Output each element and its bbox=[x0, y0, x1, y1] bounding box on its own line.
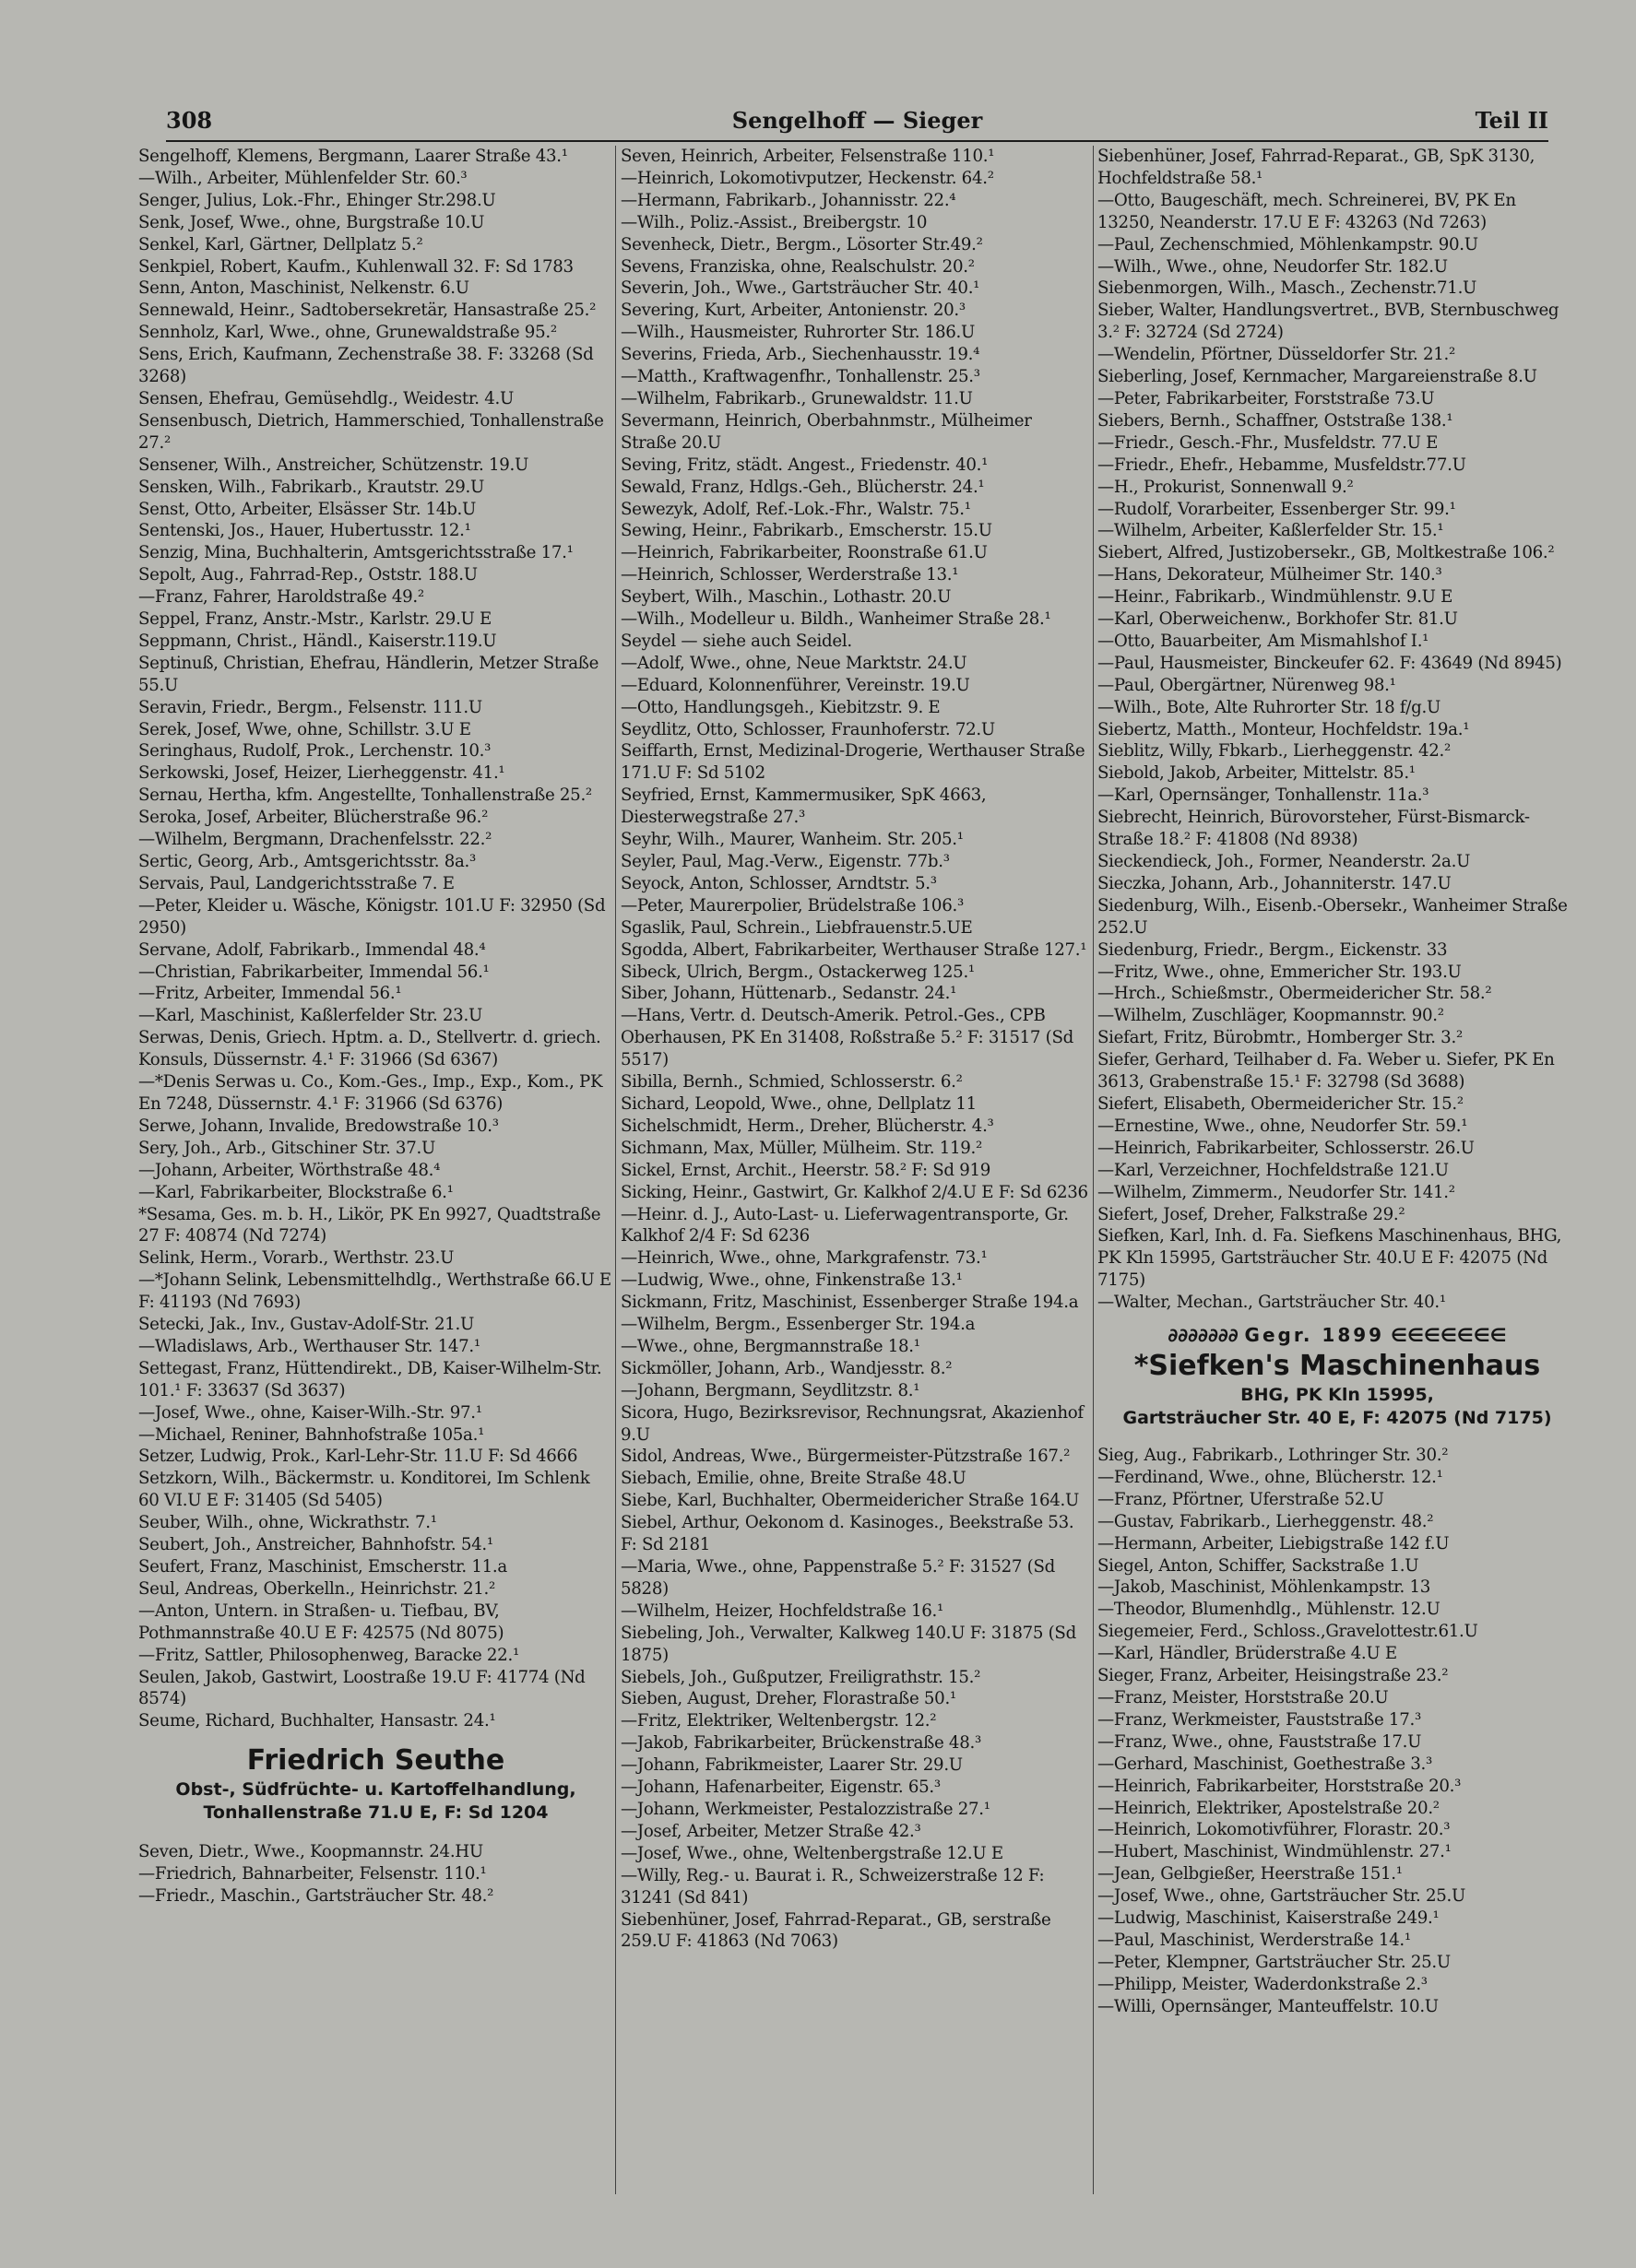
directory-entry: Severmann, Heinrich, Oberbahnmstr., Mülheimer Straße 20.U bbox=[621, 410, 1032, 453]
directory-entry: —Heinrich, Wwe., ohne, Markgrafenstr. 73.¹ bbox=[621, 1248, 988, 1269]
directory-entry: —Wilhelm, Zuschläger, Koopmannstr. 90.² bbox=[1097, 1006, 1444, 1026]
ad-company-name: *Siefken's Maschinenhaus bbox=[1133, 1350, 1541, 1383]
directory-entry: Sensen, Ehefrau, Gemüsehdlg., Weidestr. 4.U bbox=[138, 388, 514, 408]
advertisement bbox=[1097, 1321, 1577, 1430]
directory-entry: Siedenburg, Wilh., Eisenb.-Obersekr., Wanheimer Straße 252.U bbox=[1097, 895, 1568, 938]
directory-entry: Senzig, Mina, Buchhalterin, Amtsgerichtsstraße 17.¹ bbox=[138, 543, 574, 563]
directory-entry: Sennholz, Karl, Wwe., ohne, Grunewaldstraße 95.² bbox=[138, 323, 557, 343]
directory-entry: Severins, Frieda, Arb., Siechenhausstr. 19.⁴ bbox=[621, 345, 980, 365]
directory-entry: Sickmann, Fritz, Maschinist, Essenberger Straße 194.a bbox=[621, 1293, 1079, 1313]
directory-entry: —*Johann Selink, Lebensmittelhdlg., Werthstraße 66.U E F: 41193 (Nd 7693) bbox=[138, 1270, 611, 1313]
directory-entry: —Jean, Gelbgießer, Heerstraße 151.¹ bbox=[1097, 1864, 1403, 1884]
directory-entry: —Hubert, Maschinist, Windmühlenstr. 27.¹ bbox=[1097, 1842, 1452, 1862]
ad-line: Obst-, Südfrüchte- u. Kartoffelhandlung, bbox=[175, 1779, 576, 1801]
advertisement bbox=[138, 1743, 613, 1825]
directory-entry: —Jakob, Maschinist, Möhlenkampstr. 13 bbox=[1097, 1577, 1431, 1598]
directory-entry: —Wwe., ohne, Bergmannstraße 18.¹ bbox=[621, 1336, 920, 1356]
directory-entry: Sernau, Hertha, kfm. Angestellte, Tonhallenstraße 25.² bbox=[138, 786, 592, 806]
directory-entry: —Josef, Wwe., ohne, Gartsträucher Str. 25.U bbox=[1097, 1886, 1466, 1907]
directory-entry: Sieben, August, Dreher, Florastraße 50.¹ bbox=[621, 1689, 956, 1709]
directory-entry: —Adolf, Wwe., ohne, Neue Marktstr. 24.U bbox=[621, 653, 967, 673]
directory-entry: Sieg, Aug., Fabrikarb., Lothringer Str. 30.² bbox=[1097, 1446, 1449, 1466]
directory-entry: —Anton, Untern. in Straßen- u. Tiefbau, BV, Pothmannstraße 40.U E F: 42575 (Nd 8075) bbox=[138, 1601, 504, 1643]
ad-line: Tonhallenstraße 71.U E, F: Sd 1204 bbox=[203, 1802, 549, 1824]
directory-entry: —Wilhelm, Bergmann, Drachenfelsstr. 22.² bbox=[138, 830, 492, 850]
directory-entry: Seringhaus, Rudolf, Prok., Lerchenstr. 10.³ bbox=[138, 741, 492, 762]
directory-entry: —Gustav, Fabrikarb., Lierheggenstr. 48.² bbox=[1097, 1511, 1434, 1531]
directory-entry: Seydel — siehe auch Seidel. bbox=[621, 631, 852, 651]
directory-entry: —Heinrich, Fabrikarbeiter, Roonstraße 61.U bbox=[621, 543, 988, 563]
directory-entry: —Heinrich, Lokomotivputzer, Heckenstr. 64.² bbox=[621, 168, 994, 188]
directory-entry: —Johann, Hafenarbeiter, Eigenstr. 65.³ bbox=[621, 1778, 941, 1798]
entry-list bbox=[621, 146, 1091, 1953]
directory-entry: —Johann, Werkmeister, Pestalozzistraße 27.¹ bbox=[621, 1799, 990, 1819]
directory-entry: —Fritz, Sattler, Philosophenweg, Baracke 22.¹ bbox=[138, 1645, 519, 1665]
directory-entry: Sentenski, Jos., Hauer, Hubertusstr. 12.¹ bbox=[138, 521, 471, 541]
directory-entry: Sens, Erich, Kaufmann, Zechenstraße 38. F: 33268 (Sd 3268) bbox=[138, 345, 594, 387]
directory-entry: Sieberling, Josef, Kernmacher, Margareienstraße 8.U bbox=[1097, 367, 1537, 387]
directory-entry: Servane, Adolf, Fabrikarb., Immendal 48.⁴ bbox=[138, 939, 486, 960]
directory-entry: *Sesama, Ges. m. b. H., Likör, PK En 9927, Quadtstraße 27 F: 40874 (Nd 7274) bbox=[138, 1204, 601, 1246]
directory-entry: —Eduard, Kolonnenführer, Vereinstr. 19.U bbox=[621, 675, 970, 695]
directory-entry: —Ludwig, Maschinist, Kaiserstraße 249.¹ bbox=[1097, 1908, 1440, 1929]
ad-company-name: Friedrich Seuthe bbox=[246, 1744, 505, 1778]
directory-entry: Sewezyk, Adolf, Ref.-Lok.-Fhr., Walstr. 75.¹ bbox=[621, 499, 971, 519]
directory-entry: —Wendelin, Pförtner, Düsseldorfer Str. 21.² bbox=[1097, 345, 1455, 365]
directory-entry: Sichard, Leopold, Wwe., ohne, Dellplatz 11 bbox=[621, 1093, 977, 1114]
entry-list bbox=[138, 1841, 613, 1908]
directory-entry: Sensener, Wilh., Anstreicher, Schützenstr. 19.U bbox=[138, 455, 529, 475]
directory-entry: Sensken, Wilh., Fabrikarb., Krautstr. 29.U bbox=[138, 477, 485, 497]
entry-list bbox=[1097, 146, 1577, 1314]
directory-entry: Siedenburg, Friedr., Bergm., Eickenstr. 33 bbox=[1097, 939, 1448, 960]
directory-entry: —Ernestine, Wwe., ohne, Neudorfer Str. 59.¹ bbox=[1097, 1116, 1468, 1136]
directory-entry: —Otto, Bauarbeiter, Am Mismahlshof I.¹ bbox=[1097, 631, 1429, 651]
directory-entry: Seyler, Paul, Mag.-Verw., Eigenstr. 77b.³ bbox=[621, 852, 950, 871]
directory-entry: —Friedrich, Bahnarbeiter, Felsenstr. 110.¹ bbox=[138, 1864, 487, 1884]
directory-entry: Sengelhoff, Klemens, Bergmann, Laarer Straße 43.¹ bbox=[138, 147, 568, 166]
directory-entry: —Willi, Opernsänger, Manteuffelstr. 10.U bbox=[1097, 1996, 1439, 2016]
directory-entry: —Hermann, Arbeiter, Liebigstraße 142 f.U bbox=[1097, 1533, 1450, 1553]
directory-entry: —Paul, Maschinist, Werderstraße 14.¹ bbox=[1097, 1930, 1411, 1950]
directory-entry: —Walter, Mechan., Gartsträucher Str. 40.¹ bbox=[1097, 1293, 1446, 1313]
directory-entry: —Matth., Kraftwagenfhr., Tonhallenstr. 25.³ bbox=[621, 367, 980, 387]
ornament-icon: ∈∈∈∈∈∈∈ bbox=[1384, 1324, 1507, 1347]
directory-entry: Setzkorn, Wilh., Bäckermstr. u. Konditorei, Im Schlenk 60 VI.U E F: 31405 (Sd 5405) bbox=[138, 1469, 590, 1511]
directory-entry: Siebenmorgen, Wilh., Masch., Zechenstr.71.U bbox=[1097, 278, 1477, 299]
ad-line: Gartsträucher Str. 40 E, F: 42075 (Nd 7175) bbox=[1122, 1408, 1552, 1429]
directory-entry: Siefer, Gerhard, Teilhaber d. Fa. Weber u. Siefer, PK En 3613, Grabenstraße 15.¹ F: 32798 (Sd 3688) bbox=[1097, 1050, 1555, 1093]
directory-entry: Sepolt, Aug., Fahrrad-Rep., Oststr. 188.U bbox=[138, 565, 478, 585]
directory-entry: Severin, Joh., Wwe., Gartsträucher Str. 40.¹ bbox=[621, 278, 980, 299]
directory-entry: Setecki, Jak., Inv., Gustav-Adolf-Str. 21.U bbox=[138, 1315, 475, 1335]
directory-entry: —Johann, Fabrikmeister, Laarer Str. 29.U bbox=[621, 1755, 963, 1776]
directory-entry: —Paul, Obergärtner, Nürenweg 98.¹ bbox=[1097, 675, 1396, 695]
directory-entry: Seven, Heinrich, Arbeiter, Felsenstraße 110.¹ bbox=[621, 147, 995, 166]
directory-entry: —Karl, Verzeichner, Hochfeldstraße 121.U bbox=[1097, 1160, 1449, 1180]
directory-entry: —Michael, Reniner, Bahnhofstraße 105a.¹ bbox=[138, 1424, 485, 1445]
directory-entry: —Karl, Oberweichenw., Borkhofer Str. 81.U bbox=[1097, 609, 1458, 630]
directory-entry: —Josef, Arbeiter, Metzer Straße 42.³ bbox=[621, 1821, 921, 1841]
directory-entry: Seyock, Anton, Schlosser, Arndtstr. 5.³ bbox=[621, 873, 937, 893]
ad-line: BHG, PK Kln 15995, bbox=[1240, 1385, 1434, 1406]
directory-entry: Seybert, Wilh., Maschin., Lothastr. 20.U bbox=[621, 587, 952, 608]
directory-entry: —Karl, Händler, Brüderstraße 4.U E bbox=[1097, 1644, 1397, 1664]
directory-entry: Sevenheck, Dietr., Bergm., Lösorter Str.49.² bbox=[621, 234, 983, 254]
directory-entry: —Theodor, Blumenhdlg., Mühlenstr. 12.U bbox=[1097, 1600, 1440, 1620]
directory-entry: —Ludwig, Wwe., ohne, Finkenstraße 13.¹ bbox=[621, 1270, 963, 1291]
page-number: 308 bbox=[166, 107, 213, 134]
directory-entry: —Heinrich, Elektriker, Apostelstraße 20.² bbox=[1097, 1798, 1440, 1818]
directory-entry: Sennewald, Heinr., Sadtobersekretär, Hansastraße 25.² bbox=[138, 301, 597, 321]
directory-entry: —H., Prokurist, Sonnenwall 9.² bbox=[1097, 477, 1354, 497]
directory-entry: —Heinrich, Fabrikarbeiter, Schlosserstr. 26.U bbox=[1097, 1138, 1475, 1158]
directory-entry: —Wilhelm, Bergm., Essenberger Str. 194.a bbox=[621, 1315, 976, 1335]
directory-entry: Siebers, Bernh., Schaffner, Oststraße 138.¹ bbox=[1097, 410, 1453, 431]
directory-entry: Sichelschmidt, Herm., Dreher, Blücherstr. 4.³ bbox=[621, 1116, 994, 1136]
directory-entry: Sewald, Franz, Hdlgs.-Geh., Blücherstr. 24.¹ bbox=[621, 477, 985, 497]
directory-entry: Sickmöller, Johann, Arb., Wandjesstr. 8.² bbox=[621, 1358, 953, 1378]
directory-entry: Siebrecht, Heinrich, Bürovorsteher, Fürst-Bismarck-Straße 18.² F: 41808 (Nd 8938) bbox=[1097, 808, 1530, 850]
directory-entry: Sieblitz, Willy, Fbkarb., Lierheggenstr. 42.² bbox=[1097, 741, 1452, 762]
directory-entry: Seroka, Josef, Arbeiter, Blücherstraße 96.² bbox=[138, 808, 489, 828]
directory-entry: —Wilh., Bote, Alte Ruhrorter Str. 18 f/g.U bbox=[1097, 697, 1440, 717]
directory-entry: —Karl, Fabrikarbeiter, Blockstraße 6.¹ bbox=[138, 1182, 454, 1202]
directory-entry: Siefert, Josef, Dreher, Falkstraße 29.² bbox=[1097, 1204, 1405, 1224]
directory-entry: Sieger, Franz, Arbeiter, Heisingstraße 23.² bbox=[1097, 1666, 1449, 1686]
directory-entry: —Franz, Pförtner, Uferstraße 52.U bbox=[1097, 1489, 1384, 1509]
directory-entry: —Peter, Klempner, Gartsträucher Str. 25.U bbox=[1097, 1952, 1451, 1972]
directory-entry: Seufert, Franz, Maschinist, Emscherstr. 11.a bbox=[138, 1557, 507, 1577]
directory-entry: Servais, Paul, Landgerichtsstraße 7. E bbox=[138, 873, 455, 893]
directory-entry: —Paul, Hausmeister, Binckeufer 62. F: 43649 (Nd 8945) bbox=[1097, 653, 1562, 673]
directory-entry: —Wilh., Arbeiter, Mühlenfelder Str. 60.³ bbox=[138, 168, 468, 188]
directory-entry: —Fritz, Wwe., ohne, Emmericher Str. 193.U bbox=[1097, 962, 1462, 982]
directory-entry: —Friedr., Gesch.-Fhr., Musfeldstr. 77.U E bbox=[1097, 432, 1439, 453]
directory-entry: Sertic, Georg, Arb., Amtsgerichtsstr. 8a.³ bbox=[138, 852, 477, 871]
directory-entry: Seulen, Jakob, Gastwirt, Loostraße 19.U F: 41774 (Nd 8574) bbox=[138, 1667, 586, 1709]
directory-entry: Serwe, Johann, Invalide, Bredowstraße 10.³ bbox=[138, 1116, 499, 1136]
directory-entry: —Karl, Maschinist, Kaßlerfelder Str. 23.U bbox=[138, 1006, 482, 1026]
directory-entry: Sewing, Heinr., Fabrikarb., Emscherstr. 15.U bbox=[621, 521, 992, 541]
directory-entry: Sichmann, Max, Müller, Mülheim. Str. 119.² bbox=[621, 1138, 982, 1158]
directory-entry: —Hans, Dekorateur, Mülheimer Str. 140.³ bbox=[1097, 565, 1442, 585]
directory-entry: Setzer, Ludwig, Prok., Karl-Lehr-Str. 11.U F: Sd 4666 bbox=[138, 1447, 578, 1467]
directory-entry: —Rudolf, Vorarbeiter, Essenberger Str. 99.¹ bbox=[1097, 499, 1456, 519]
directory-entry: Serkowski, Josef, Heizer, Lierheggenstr. 41.¹ bbox=[138, 763, 505, 784]
column-3 bbox=[1097, 146, 1577, 2194]
directory-entry: Septinuß, Christian, Ehefrau, Händlerin, Metzer Straße 55.U bbox=[138, 653, 599, 695]
directory-entry: —*Denis Serwas u. Co., Kom.-Ges., Imp., Exp., Kom., PK En 7248, Düssernstr. 4.¹ F: 31966 (Sd 6376) bbox=[138, 1072, 603, 1114]
directory-entry: Siefart, Fritz, Bürobmtr., Homberger Str. 3.² bbox=[1097, 1028, 1463, 1048]
directory-entry: Siebenhüner, Josef, Fahrrad-Reparat., GB, serstraße 259.U F: 41863 (Nd 7063) bbox=[621, 1909, 1051, 1952]
directory-entry: Seyfried, Ernst, Kammermusiker, SpK 4663, Diesterwegstraße 27.³ bbox=[621, 786, 987, 828]
directory-entry: Seul, Andreas, Oberkelln., Heinrichstr. 21.² bbox=[138, 1578, 495, 1599]
directory-entry: Seving, Fritz, städt. Angest., Friedenstr. 40.¹ bbox=[621, 455, 989, 475]
directory-entry: —Heinr. d. J., Auto-Last- u. Lieferwagentransporte, Gr. Kalkhof 2/4 F: Sd 6236 bbox=[621, 1204, 1069, 1246]
directory-entry: —Wilh., Wwe., ohne, Neudorfer Str. 182.U bbox=[1097, 256, 1448, 277]
directory-entry: —Franz, Meister, Horststraße 20.U bbox=[1097, 1688, 1389, 1707]
directory-entry: —Heinrich, Fabrikarbeiter, Horststraße 20.³ bbox=[1097, 1776, 1462, 1796]
directory-entry: Sicking, Heinr., Gastwirt, Gr. Kalkhof 2/4.U E F: Sd 6236 bbox=[621, 1182, 1088, 1202]
column-1 bbox=[138, 146, 613, 2194]
column-divider bbox=[1093, 146, 1094, 2194]
directory-entry: —Ferdinand, Wwe., ohne, Blücherstr. 12.¹ bbox=[1097, 1467, 1443, 1487]
ad-founded bbox=[1097, 1321, 1577, 1349]
directory-entry: Severing, Kurt, Arbeiter, Antonienstr. 20.³ bbox=[621, 301, 966, 321]
directory-entry: Siebach, Emilie, ohne, Breite Straße 48.U bbox=[621, 1469, 966, 1489]
directory-entry: Sgodda, Albert, Fabrikarbeiter, Werthauser Straße 127.¹ bbox=[621, 939, 1087, 960]
directory-entry: Sidol, Andreas, Wwe., Bürgermeister-Pützstraße 167.² bbox=[621, 1447, 1071, 1467]
entry-list bbox=[138, 146, 613, 1732]
directory-entry: Senst, Otto, Arbeiter, Elsässer Str. 14b.U bbox=[138, 499, 477, 519]
directory-entry: Sieber, Walter, Handlungsvertret., BVB, Sternbuschweg 3.² F: 32724 (Sd 2724) bbox=[1097, 301, 1559, 343]
directory-entry: —Heinr., Fabrikarb., Windmühlenstr. 9.U E bbox=[1097, 587, 1453, 608]
directory-entry: —Paul, Zechenschmied, Möhlenkampstr. 90.U bbox=[1097, 234, 1478, 254]
directory-entry: —Wilh., Poliz.-Assist., Breibergstr. 10 bbox=[621, 212, 928, 232]
directory-entry: Seuber, Wilh., ohne, Wickrathstr. 7.¹ bbox=[138, 1513, 437, 1533]
directory-entry: Serek, Josef, Wwe, ohne, Schillstr. 3.U E bbox=[138, 719, 471, 739]
directory-entry: —Hermann, Fabrikarb., Johannisstr. 22.⁴ bbox=[621, 190, 956, 210]
directory-entry: —Wilhelm, Fabrikarb., Grunewaldstr. 11.U bbox=[621, 388, 973, 408]
directory-entry: Senkpiel, Robert, Kaufm., Kuhlenwall 32. F: Sd 1783 bbox=[138, 256, 574, 277]
directory-entry: —Maria, Wwe., ohne, Pappenstraße 5.² F: 31527 (Sd 5828) bbox=[621, 1557, 1055, 1599]
directory-entry: Seppel, Franz, Anstr.-Mstr., Karlstr. 29.U E bbox=[138, 609, 492, 630]
ad-founded-text: Gegr. 1899 bbox=[1244, 1324, 1385, 1347]
directory-entry: —Fritz, Arbeiter, Immendal 56.¹ bbox=[138, 984, 402, 1004]
directory-entry: Sieczka, Johann, Arb., Johanniterstr. 147.U bbox=[1097, 873, 1452, 893]
page-header bbox=[166, 103, 1548, 142]
directory-entry: Sieckendieck, Joh., Former, Neanderstr. 2a.U bbox=[1097, 852, 1471, 871]
directory-entry: Seravin, Friedr., Bergm., Felsenstr. 111.U bbox=[138, 697, 482, 717]
directory-entry: Siber, Johann, Hüttenarb., Sedanstr. 24.¹ bbox=[621, 984, 957, 1004]
directory-entry: Seume, Richard, Buchhalter, Hansastr. 24.¹ bbox=[138, 1711, 496, 1731]
directory-entry: Settegast, Franz, Hüttendirekt., DB, Kaiser-Wilhelm-Str. 101.¹ F: 33637 (Sd 3637) bbox=[138, 1358, 602, 1400]
directory-entry: —Wilhelm, Zimmerm., Neudorfer Str. 141.² bbox=[1097, 1182, 1455, 1202]
directory-entry: —Peter, Maurerpolier, Brüdelstraße 106.³ bbox=[621, 895, 964, 915]
directory-entry: —Gerhard, Maschinist, Goethestraße 3.³ bbox=[1097, 1754, 1433, 1774]
directory-entry: Senn, Anton, Maschinist, Nelkenstr. 6.U bbox=[138, 278, 469, 299]
directory-entry: —Wladislaws, Arb., Werthauser Str. 147.¹ bbox=[138, 1336, 480, 1356]
directory-entry: Senkel, Karl, Gärtner, Dellplatz 5.² bbox=[138, 234, 423, 254]
directory-entry: —Johann, Arbeiter, Wörthstraße 48.⁴ bbox=[138, 1160, 441, 1180]
directory-entry: Siefken, Karl, Inh. d. Fa. Siefkens Maschinenhaus, BHG, PK Kln 15995, Gartsträucher Str. 40.U E F: 42075 (Nd 7175) bbox=[1097, 1226, 1562, 1291]
directory-entry: —Wilh., Hausmeister, Ruhrorter Str. 186.U bbox=[621, 323, 976, 343]
directory-entry: Seubert, Joh., Anstreicher, Bahnhofstr. 54.¹ bbox=[138, 1535, 493, 1555]
directory-entry: Sibeck, Ulrich, Bergm., Ostackerweg 125.¹ bbox=[621, 962, 975, 982]
directory-entry: —Jakob, Fabrikarbeiter, Brückenstraße 48.³ bbox=[621, 1733, 981, 1754]
directory-entry: Sicora, Hugo, Bezirksrevisor, Rechnungsrat, Akazienhof 9.U bbox=[621, 1402, 1084, 1445]
directory-entry: Senk, Josef, Wwe., ohne, Burgstraße 10.U bbox=[138, 212, 485, 232]
directory-entry: Seppmann, Christ., Händl., Kaiserstr.119.U bbox=[138, 631, 497, 651]
directory-entry: —Willy, Reg.- u. Baurat i. R., Schweizerstraße 12 F: 31241 (Sd 841) bbox=[621, 1865, 1045, 1908]
directory-entry: Siebe, Karl, Buchhalter, Obermeidericher Straße 164.U bbox=[621, 1491, 1080, 1511]
directory-entry: —Peter, Kleider u. Wäsche, Königstr. 101.U F: 32950 (Sd 2950) bbox=[138, 895, 606, 938]
directory-entry: Sgaslik, Paul, Schrein., Liebfrauenstr.5.UE bbox=[621, 917, 973, 938]
column-2 bbox=[621, 146, 1091, 2194]
page-part: Teil II bbox=[1475, 107, 1548, 134]
directory-entry: —Philipp, Meister, Waderdonkstraße 2.³ bbox=[1097, 1974, 1428, 1994]
directory-entry: —Wilhelm, Arbeiter, Kaßlerfelder Str. 15.¹ bbox=[1097, 521, 1444, 541]
directory-entry: —Otto, Handlungsgeh., Kiebitzstr. 9. E bbox=[621, 697, 941, 717]
directory-entry: Siegel, Anton, Schiffer, Sackstraße 1.U bbox=[1097, 1555, 1419, 1576]
directory-entry: —Josef, Wwe., ohne, Weltenbergstraße 12.U E bbox=[621, 1843, 1003, 1863]
directory-entry: Siebertz, Matth., Monteur, Hochfeldstr. 19a.¹ bbox=[1097, 719, 1470, 739]
directory-entry: Seydlitz, Otto, Schlosser, Fraunhoferstr. 72.U bbox=[621, 719, 995, 739]
directory-entry: —Fritz, Elektriker, Weltenbergstr. 12.² bbox=[621, 1711, 937, 1731]
directory-entry: —Franz, Werkmeister, Fauststraße 17.³ bbox=[1097, 1709, 1421, 1730]
directory-entry: —Friedr., Ehefr., Hebamme, Musfeldstr.77.U bbox=[1097, 455, 1466, 475]
entry-list bbox=[1097, 1445, 1577, 2018]
directory-entry: —Heinrich, Lokomotivführer, Florastr. 20.³ bbox=[1097, 1820, 1451, 1840]
directory-entry: Selink, Herm., Vorarb., Werthstr. 23.U bbox=[138, 1248, 455, 1269]
directory-entry: Siebold, Jakob, Arbeiter, Mittelstr. 85.¹ bbox=[1097, 763, 1416, 784]
directory-entry: Seyhr, Wilh., Maurer, Wanheim. Str. 205.¹ bbox=[621, 830, 964, 850]
directory-entry: —Johann, Bergmann, Seydlitzstr. 8.¹ bbox=[621, 1380, 920, 1400]
directory-entry: Siefert, Elisabeth, Obermeidericher Str. 15.² bbox=[1097, 1093, 1464, 1114]
page-title: Sengelhoff — Sieger bbox=[731, 107, 983, 134]
directory-entry: Sensenbusch, Dietrich, Hammerschied, Tonhallenstraße 27.² bbox=[138, 410, 604, 453]
column-divider bbox=[615, 146, 616, 2194]
directory-entry: Seven, Dietr., Wwe., Koopmannstr. 24.HU bbox=[138, 1842, 483, 1862]
directory-entry: —Franz, Fahrer, Haroldstraße 49.² bbox=[138, 587, 424, 608]
directory-entry: —Wilhelm, Heizer, Hochfeldstraße 16.¹ bbox=[621, 1601, 943, 1621]
directory-entry: Siebels, Joh., Gußputzer, Freiligrathstr. 15.² bbox=[621, 1667, 981, 1687]
directory-entry: Senger, Julius, Lok.-Fhr., Ehinger Str.298.U bbox=[138, 190, 496, 210]
directory-entry: Siebel, Arthur, Oekonom d. Kasinoges., Beekstraße 53. F: Sd 2181 bbox=[621, 1513, 1074, 1555]
directory-entry: —Franz, Wwe., ohne, Fauststraße 17.U bbox=[1097, 1731, 1422, 1752]
directory-entry: —Josef, Wwe., ohne, Kaiser-Wilh.-Str. 97.¹ bbox=[138, 1402, 482, 1423]
directory-entry: —Peter, Fabrikarbeiter, Forststraße 73.U bbox=[1097, 388, 1435, 408]
directory-entry: —Heinrich, Schlosser, Werderstraße 13.¹ bbox=[621, 565, 959, 585]
directory-entry: —Wilh., Modelleur u. Bildh., Wanheimer Straße 28.¹ bbox=[621, 609, 1051, 630]
directory-entry: Sibilla, Bernh., Schmied, Schlosserstr. 6.² bbox=[621, 1072, 963, 1093]
directory-entry: Siebeling, Joh., Verwalter, Kalkweg 140.U F: 31875 (Sd 1875) bbox=[621, 1623, 1076, 1665]
directory-entry: —Christian, Fabrikarbeiter, Immendal 56.¹ bbox=[138, 962, 490, 982]
directory-entry: Siebenhüner, Josef, Fahrrad-Reparat., GB, SpK 3130, Hochfeldstraße 58.¹ bbox=[1097, 147, 1535, 188]
directory-entry: Sickel, Ernst, Archit., Heerstr. 58.² F: Sd 919 bbox=[621, 1160, 991, 1180]
directory-entry: Sery, Joh., Arb., Gitschiner Str. 37.U bbox=[138, 1138, 435, 1158]
directory-entry: Seiffarth, Ernst, Medizinal-Drogerie, Werthauser Straße 171.U F: Sd 5102 bbox=[621, 741, 1085, 784]
directory-entry: —Hans, Vertr. d. Deutsch-Amerik. Petrol.-Ges., CPB Oberhausen, PK En 31408, Roßstraße 5.² F: 31517 (Sd 5517) bbox=[621, 1006, 1073, 1070]
directory-entry: —Otto, Baugeschäft, mech. Schreinerei, BV, PK En 13250, Neanderstr. 17.U E F: 43263 (Nd 7263) bbox=[1097, 190, 1516, 232]
directory-entry: —Karl, Opernsänger, Tonhallenstr. 11a.³ bbox=[1097, 786, 1429, 806]
ornament-icon: ∂∂∂∂∂∂∂ bbox=[1168, 1324, 1245, 1347]
directory-entry: Siegemeier, Ferd., Schloss.,Gravelottestr.61.U bbox=[1097, 1622, 1478, 1642]
directory-entry: Siebert, Alfred, Justizobersekr., GB, Moltkestraße 106.² bbox=[1097, 543, 1555, 563]
directory-entry: —Friedr., Maschin., Gartsträucher Str. 48.² bbox=[138, 1886, 494, 1907]
directory-entry: —Hrch., Schießmstr., Obermeidericher Str. 58.² bbox=[1097, 984, 1492, 1004]
directory-entry: Serwas, Denis, Griech. Hptm. a. D., Stellvertr. d. griech. Konsuls, Düssernstr. 4.¹ F: 31966 (Sd 6367) bbox=[138, 1028, 601, 1070]
directory-entry: Sevens, Franziska, ohne, Realschulstr. 20.² bbox=[621, 256, 975, 277]
